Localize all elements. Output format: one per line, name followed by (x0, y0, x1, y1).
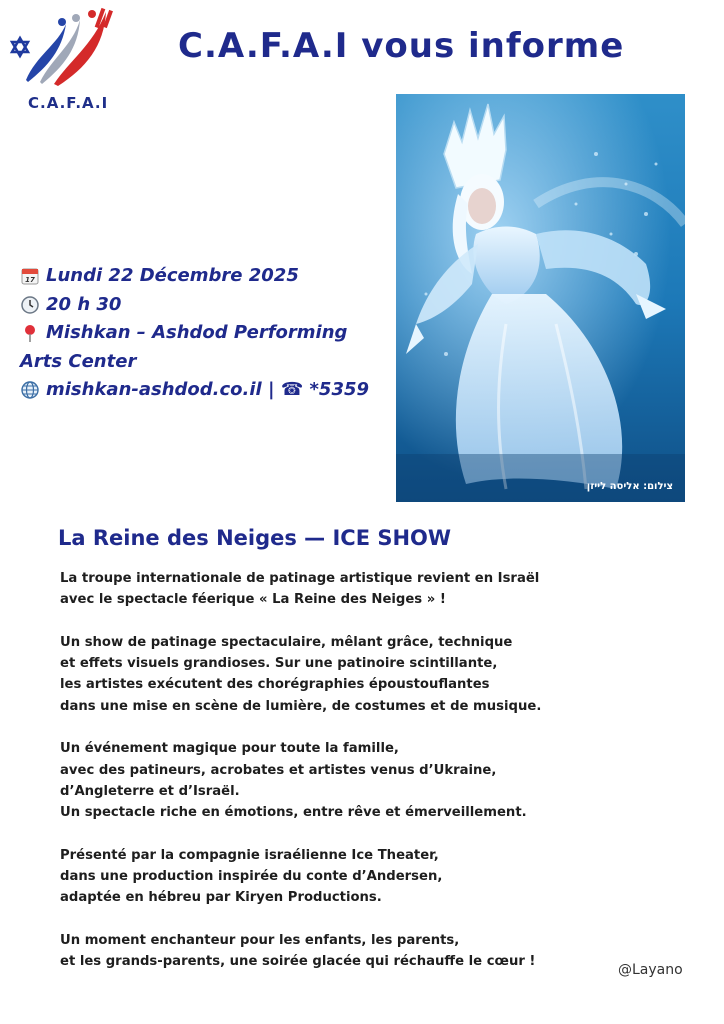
text-line: La troupe internationale de patinage artistique revient en Israël (60, 571, 540, 586)
event-time-line (20, 291, 380, 320)
event-date: Lundi 22 Décembre 2025 (46, 265, 299, 286)
text-line: avec le spectacle féerique « La Reine des Neiges » ! (60, 592, 446, 608)
event-contact-line (20, 376, 380, 405)
text-line: d’Angleterre et d’Israël. (60, 783, 240, 799)
text-line: adaptée en hébreu par Kiryen Productions. (60, 890, 382, 906)
text-line: dans une production inspirée du conte d’Andersen, (60, 869, 443, 885)
event-venue-line (20, 319, 380, 348)
text-line: les artistes exécutent des chorégraphies époustouflantes (60, 677, 490, 693)
ice-queen-photo (396, 94, 685, 502)
event-venue-line2 (20, 348, 380, 377)
event-title: La Reine des Neiges — ICE SHOW (58, 526, 452, 550)
event-info (20, 262, 380, 405)
cafai-logo (6, 6, 118, 110)
ice-queen-illustration (396, 94, 685, 502)
event-contact: mishkan-ashdod.co.il | ☎ *5359 (46, 379, 370, 400)
svg-text:17: 17 (25, 276, 35, 285)
pin-icon (20, 323, 40, 343)
text-line: Un événement magique pour toute la famille, (60, 741, 399, 757)
text-line: Un spectacle riche en émotions, entre rêve et émerveillement. (60, 805, 527, 821)
paragraph (60, 930, 580, 973)
calendar-icon (20, 266, 40, 286)
text-line: Un moment enchanteur pour les enfants, les parents, (60, 933, 460, 949)
event-description (60, 568, 580, 994)
globe-icon (20, 380, 40, 400)
logo-graphic (6, 6, 118, 96)
event-venue: Mishkan – Ashdod Performing (46, 322, 348, 343)
paragraph (60, 568, 580, 611)
paragraph (60, 632, 580, 717)
event-venue-cont: Arts Center (20, 350, 137, 372)
text-line: et effets visuels grandioses. Sur une patinoire scintillante, (60, 656, 498, 672)
logo-text: C.A.F.A.I (28, 94, 109, 112)
event-time: 20 h 30 (46, 293, 122, 315)
text-line: Un show de patinage spectaculaire, mêlant grâce, technique (60, 634, 513, 650)
paragraph (60, 738, 580, 823)
event-date-line (20, 262, 380, 291)
page-title: C.A.F.A.I vous informe (178, 26, 625, 66)
paragraph (60, 845, 580, 909)
author-credit: @Layano (618, 962, 683, 978)
text-line: dans une mise en scène de lumière, de costumes et de musique. (60, 698, 542, 714)
text-line: Présenté par la compagnie israélienne Ice Theater, (60, 847, 439, 863)
clock-icon (20, 295, 40, 315)
text-line: avec des patineurs, acrobates et artistes venus d’Ukraine, (60, 762, 497, 778)
photo-credit: צילום: אליסה לייזן (586, 481, 673, 492)
text-line: et les grands-parents, une soirée glacée qui réchauffe le cœur ! (60, 954, 536, 970)
